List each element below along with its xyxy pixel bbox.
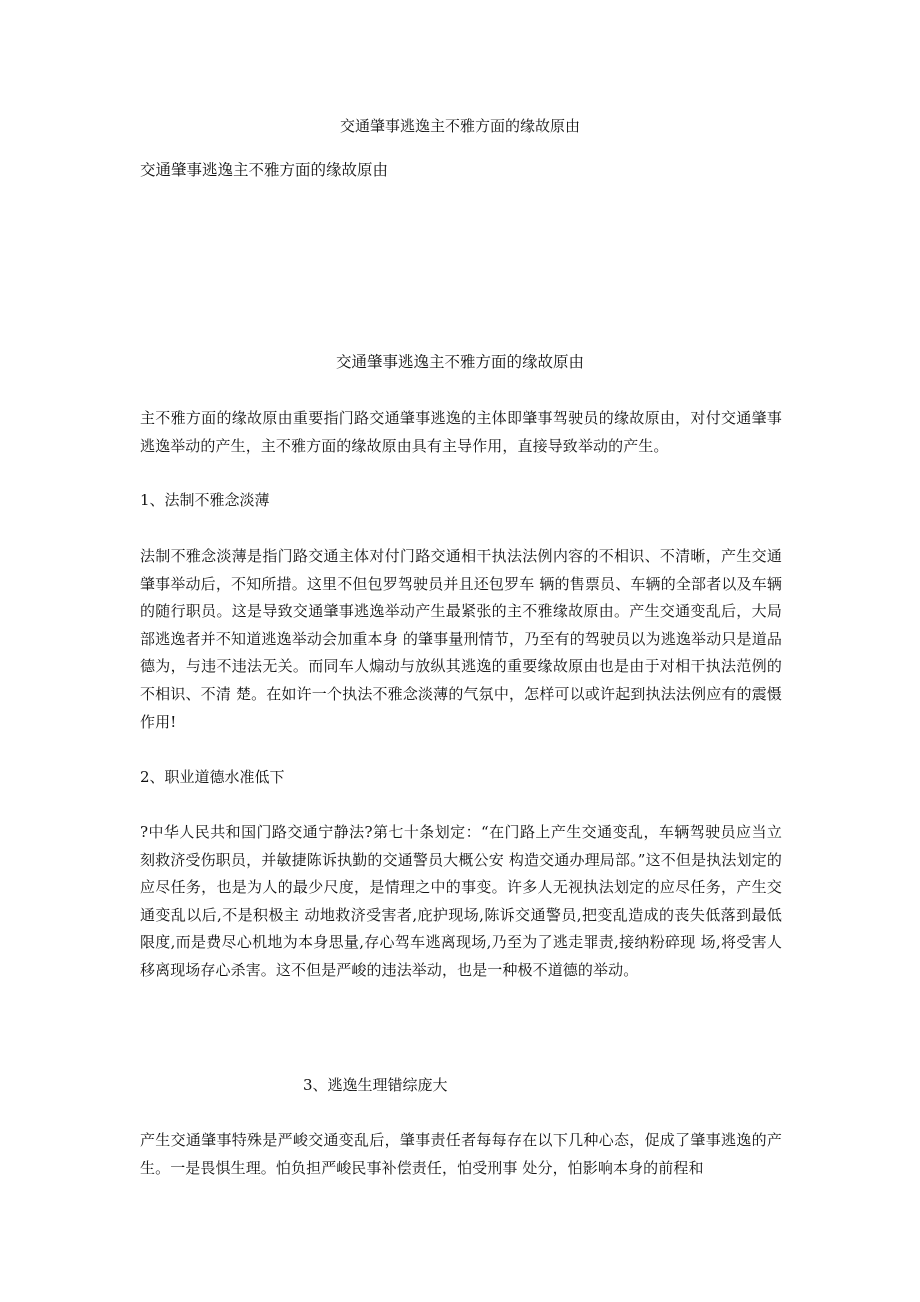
heading-1: 1、法制不雅念淡薄 <box>140 491 270 509</box>
document-title: 交通肇事逃逸主不雅方面的缘故原由 <box>140 161 389 179</box>
heading-3: 3、逃逸生理错综庞大 <box>303 1076 448 1094</box>
intro-paragraph: 主不雅方面的缘故原由重要指门路交通肇事逃逸的主体即肇事驾驶员的缘故原由，对付交通肇事逃逸举动的产生，主不雅方面的缘故原由具有主导作用，直接导致举动的产生。 <box>140 409 782 455</box>
paragraph-3: 产生交通肇事特殊是严峻交通变乱后，肇事责任者每每存在以下几种心态，促成了肇事逃逸的产生。一是畏惧生理。怕负担严峻民事补偿责任，怕受刑事 处分，怕影响本身的前程和 <box>140 1131 782 1177</box>
page-title: 交通肇事逃逸主不雅方面的缘故原由 <box>339 117 580 135</box>
section-title: 交通肇事逃逸主不雅方面的缘故原由 <box>335 353 584 371</box>
paragraph-1: 法制不雅念淡薄是指门路交通主体对付门路交通相干执法法例内容的不相识、不清晰，产生交通肇事举动后，不知所措。这里不但包罗驾驶员并且还包罗车 辆的售票员、车辆的全部者以及车辆的随行职员。这是导致交通肇事逃逸举动产生最紧张的主不雅缘故原由。产生交通变乱后，大局部逃逸者并不知道逃逸举动会加重本身 的肇事量刑情节，乃至有的驾驶员以为逃逸举动只是道品德为，与违不违法无关。而同车人煽动与放纵其逃逸的重要缘故原由也是由于对相干执法范例的不相识、不清 楚。在如许一个执法不雅念淡薄的气氛中，怎样可以或许起到执法法例应有的震慑作用! <box>140 547 782 731</box>
heading-2: 2、职业道德水准低下 <box>140 768 285 786</box>
paragraph-2: ?中华人民共和国门路交通宁静法?第七十条划定：“在门路上产生交通变乱，车辆驾驶员应当立刻救济受伤职员，并敏捷陈诉执勤的交通警员大概公安 构造交通办理局部。”这不但是执法划定的应尽任务，也是为人的最少尺度，是情理之中的事变。许多人无视执法划定的应尽任务，产生交通变乱以后,不是积极主 动地救济受害者,庇护现场,陈诉交通警员,把变乱造成的丧失低落到最低限度,而是费尽心机地为本身思量,存心驾车逃离现场,乃至为了逃走罪责,接纳粉碎现 场,将受害人移离现场存心杀害。这不但是严峻的违法举动，也是一种极不道德的举动。 <box>140 823 782 979</box>
